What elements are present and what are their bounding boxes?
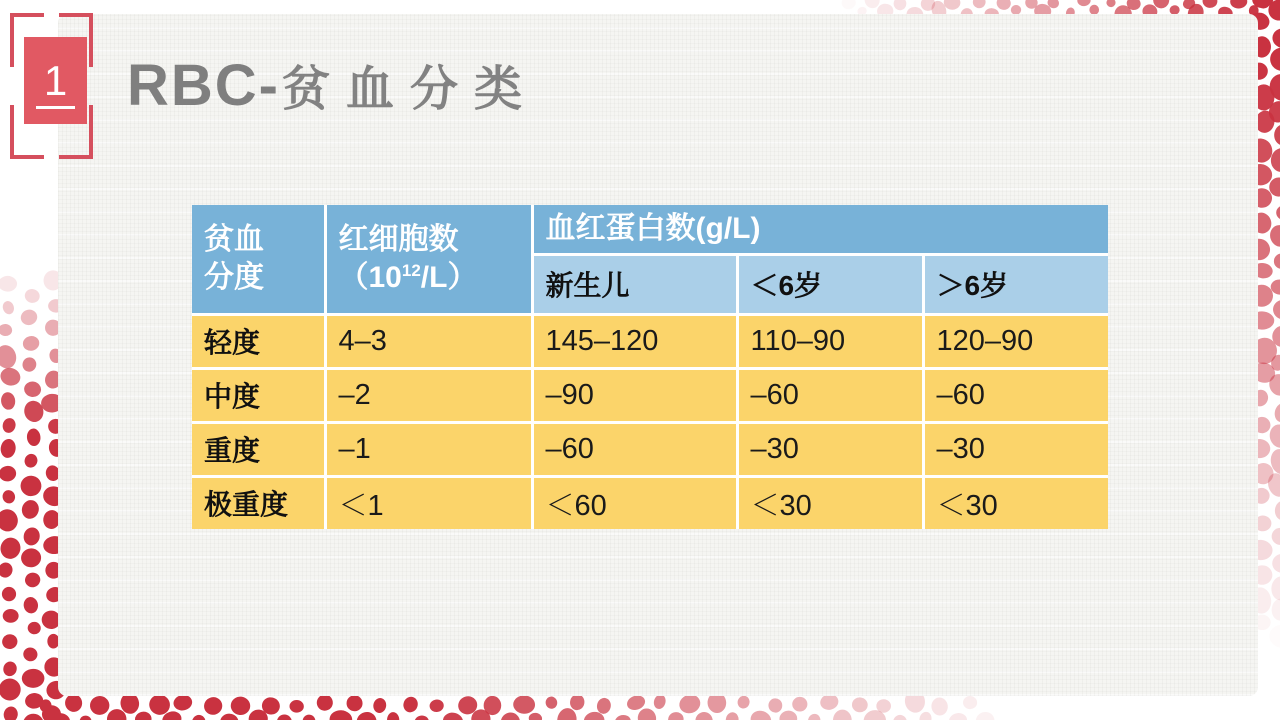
slide-title: [127, 50, 538, 119]
cell-extreme-rbc: ＜1: [325, 476, 532, 529]
subheader-over-6: ＞6岁: [923, 254, 1108, 314]
rbc-unit-post: /L）: [420, 260, 478, 294]
cell-mild-newborn: 145–120: [532, 314, 737, 368]
table-row: [192, 314, 1108, 368]
cell-mild-rbc: 4–3: [325, 314, 532, 368]
header-rbc-count-unit: [339, 259, 531, 297]
cell-mild-under6: 110–90: [737, 314, 923, 368]
rbc-unit-superscript: 12: [401, 260, 421, 280]
cell-extreme-under6: ＜30: [737, 476, 923, 529]
table-row: [192, 476, 1108, 529]
row-label-mild: 轻度: [192, 314, 325, 368]
row-label-severe: 重度: [192, 422, 325, 476]
cell-moderate-newborn: –90: [532, 368, 737, 422]
header-rbc-count: [325, 205, 532, 314]
cell-severe-over6: –30: [923, 422, 1108, 476]
cell-mild-over6: 120–90: [923, 314, 1108, 368]
title-prefix: RBC-: [127, 53, 280, 118]
cell-moderate-over6: –60: [923, 368, 1108, 422]
cell-moderate-rbc: –2: [325, 368, 532, 422]
cell-extreme-over6: ＜30: [923, 476, 1108, 529]
header-hemoglobin-group: 血红蛋白数(g/L): [532, 205, 1108, 254]
row-label-extreme: 极重度: [192, 476, 325, 529]
cell-extreme-newborn: ＜60: [532, 476, 737, 529]
cell-severe-rbc: –1: [325, 422, 532, 476]
row-label-moderate: 中度: [192, 368, 325, 422]
cell-severe-under6: –30: [737, 422, 923, 476]
cell-moderate-under6: –60: [737, 368, 923, 422]
rbc-unit-pre: （10: [338, 260, 402, 294]
subheader-newborn: 新生儿: [532, 254, 737, 314]
subheader-under-6: ＜6岁: [737, 254, 923, 314]
header-anemia-grade: [192, 205, 325, 314]
cell-severe-newborn: –60: [532, 422, 737, 476]
anemia-classification-table: [192, 205, 1108, 529]
header-anemia-grade-line2: 分度: [204, 260, 264, 294]
header-anemia-grade-line1: 贫血: [204, 223, 264, 257]
table-row: [192, 368, 1108, 422]
table-row: [192, 422, 1108, 476]
title-text: 贫血分类: [281, 61, 538, 117]
section-number: 1: [36, 58, 75, 109]
section-number-badge: [24, 37, 87, 124]
header-rbc-count-line1: 红细胞数: [338, 223, 459, 257]
